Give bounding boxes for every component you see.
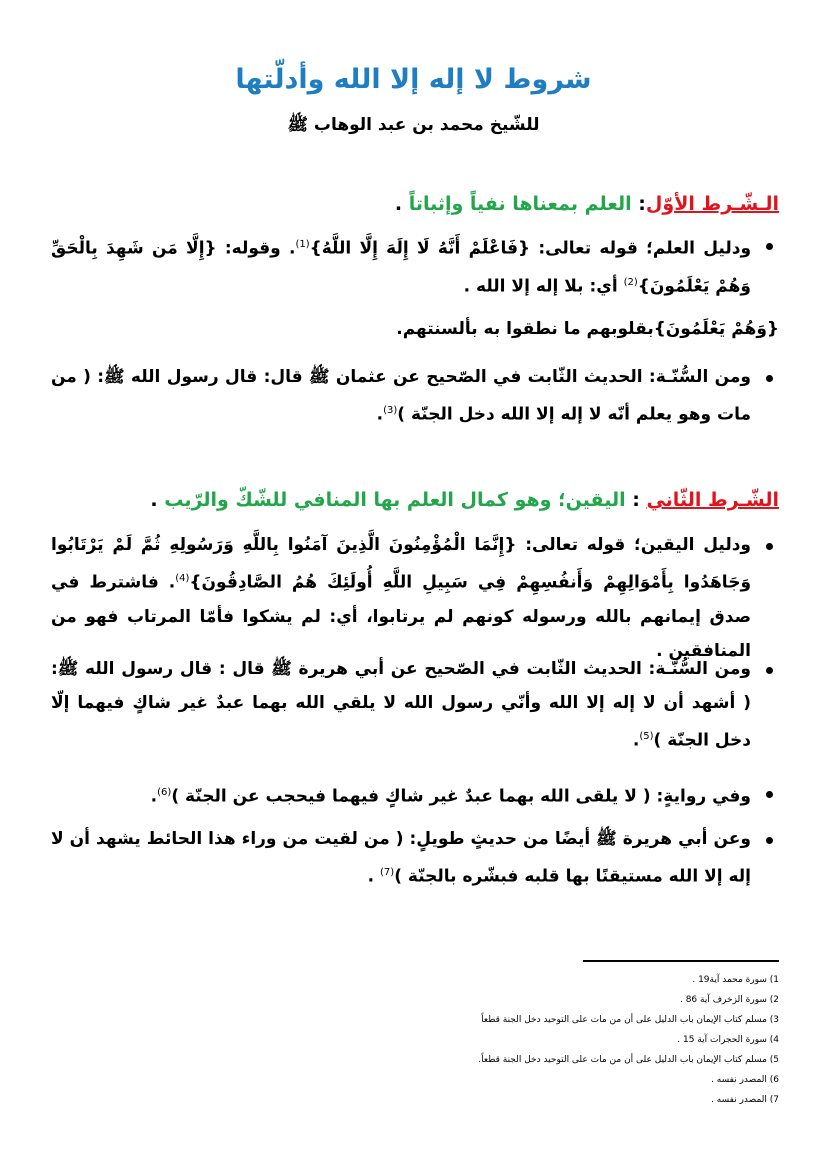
bullet-icon — [766, 837, 773, 844]
footnote: 6) المصدر نفسه . — [711, 1075, 779, 1085]
section-colon: : — [638, 193, 646, 215]
section-label: الشّـرط الثّاني — [646, 489, 779, 511]
section-end: . — [394, 193, 409, 215]
paragraph-bullet — [51, 822, 779, 894]
paragraph-text: أي: بلا إله إلا الله . — [463, 276, 624, 297]
paragraph-bullet — [51, 652, 779, 758]
paragraph-text: . فاشترط في صدق إيمانهم بالله ورسوله كونهم لم يرتابوا، أي: لم يشكوا فأمّا المرتاب فهو من المنافقين . — [51, 572, 751, 661]
bullet-icon — [766, 375, 773, 382]
footnote: 7) المصدر نفسه . — [711, 1095, 779, 1105]
footnote: 1) سورة محمد آية19 . — [692, 975, 779, 985]
footnote-divider — [583, 960, 779, 962]
paragraph-text: ودليل العلم؛ قوله تعالى: {فَاعْلَمْ أَنَّهُ لَا إِلَهَ إِلَّا اللَّهُ} — [309, 238, 752, 259]
footnote-ref[interactable]: (6) — [157, 787, 172, 798]
page-subtitle: للشّيخ محمد بن عبد الوهاب ﷺ — [287, 115, 540, 135]
paragraph — [51, 312, 779, 346]
footnote: 2) سورة الزخرف آية 86 . — [679, 995, 779, 1005]
paragraph-text: . — [376, 404, 384, 425]
section-heading-1 — [395, 188, 779, 220]
footnote-ref[interactable]: (4) — [175, 573, 190, 584]
paragraph-bullet — [51, 528, 779, 668]
paragraph-text: ودليل اليقين؛ قوله تعالى: {إِنَّمَا الْمُؤْمِنُونَ الَّذِينَ آمَنُوا بِاللَّهِ وَرَسُولِهِ ثُمَّ لَمْ يَرْتَابُوا وَجَاهَدُوا بِأَمْوَالِهِمْ وَأَنفُسِهِمْ فِي سَبِيلِ اللَّهِ أُولَئِكَ هُمُ الصَّادِقُونَ} — [51, 535, 752, 593]
bullet-icon — [766, 667, 773, 674]
footnote: 4) سورة الحجرات آية 15 . — [677, 1035, 779, 1045]
footnotes — [359, 970, 779, 1110]
paragraph-text: . — [150, 786, 158, 807]
section-end: . — [150, 489, 165, 511]
section-label: الـشّـرط الأوّل — [645, 193, 779, 215]
paragraph-text: {وَهُمْ يَعْلَمُونَ}بقلوبهم ما نطقوا به بألسنتهم. — [396, 319, 779, 339]
paragraph-text: . وقوله: {إِلَّا مَن شَهِدَ بِالْحَقِّ وَهُمْ يَعْلَمُونَ} — [51, 238, 751, 297]
section-description: اليقين؛ وهو كمال العلم بها المنافي للشّكّ والرّيب — [164, 489, 633, 511]
section-description: العلم بمعناها نفياً وإثباتاً — [408, 193, 639, 215]
page-title: شروط لا إله إلا الله وأدلّتها — [235, 64, 592, 95]
paragraph-text: ومن السُّنّـة: الحديث الثّابت في الصّحيح عن عثمان ﷺ قال: قال رسول الله ﷺ: ( من مات وهو يعلم أنّه لا إله إلا الله دخل الجنّة ) — [51, 367, 751, 425]
footnote-ref[interactable]: (3) — [383, 405, 398, 416]
paragraph-bullet — [51, 360, 779, 432]
footnote-ref[interactable]: (2) — [623, 276, 638, 288]
paragraph-bullet — [51, 776, 779, 814]
footnote-ref[interactable]: (5) — [639, 731, 654, 742]
footnote-ref[interactable]: (1) — [295, 239, 310, 250]
footnote: 3) مسلم كتاب الإيمان باب الدليل على أن من مات على التوحيد دخل الجنة قطعاً — [481, 1015, 779, 1025]
bullet-icon — [766, 543, 773, 550]
bullet-icon — [766, 791, 773, 798]
section-heading-2 — [150, 484, 779, 516]
paragraph-text: . — [367, 866, 381, 887]
section-colon: : — [632, 489, 647, 511]
footnote-ref[interactable]: (7) — [380, 867, 395, 878]
footnote: 5) مسلم كتاب الإيمان باب الدليل على أن من مات على التوحيد دخل الجنة قطعاً. — [478, 1055, 779, 1065]
paragraph-text: ومن السُّنّـة: الحديث الثّابت في الصّحيح عن أبي هريرة ﷺ قال : قال رسول الله ﷺ: ( أشهد أن لا إله إلا الله وأنّي رسول الله لا يلقي الله بهما عبدٌ غير شاكٍ فيهما إلّا دخل الجنّة ) — [51, 659, 751, 751]
bullet-icon — [766, 243, 773, 250]
paragraph-text: . — [632, 730, 640, 751]
paragraph-text: وعن أبي هريرة ﷺ أيضًا من حديثٍ طويلٍ: ( من لقيت من وراء هذا الحائط يشهد أن لا إله إلا الله مستيقنًا بها قلبه فبشّره بالجنّة ) — [51, 829, 751, 887]
paragraph-text: وفي روايةٍ: ( لا يلقى الله بهما عبدٌ غير شاكٍ فيهما فيحجب عن الجنّة ) — [171, 786, 751, 807]
paragraph-bullet — [51, 228, 779, 303]
